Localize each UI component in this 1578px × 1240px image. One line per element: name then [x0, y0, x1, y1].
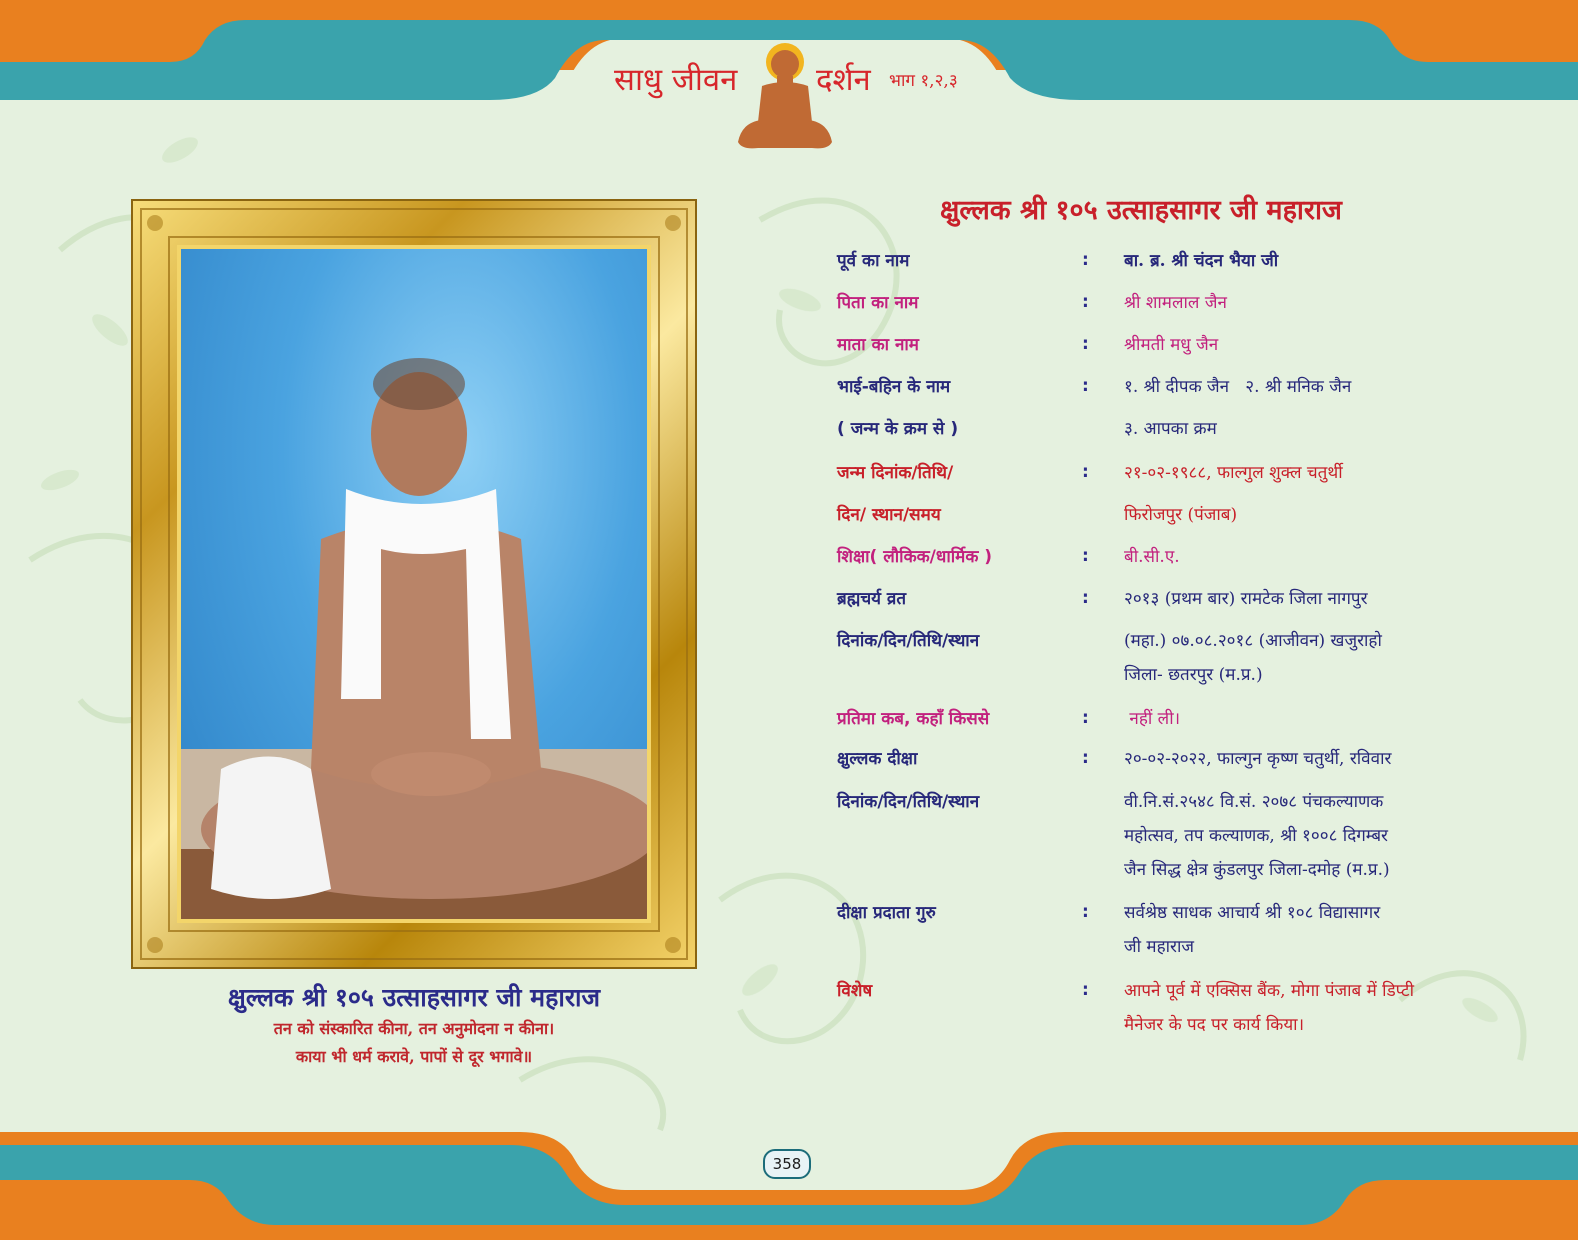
- label-birth-date: जन्म दिनांक/तिथि/: [837, 463, 954, 483]
- label-education: शिक्षा( लौकिक/धार्मिक ): [837, 547, 993, 567]
- label-diksha-details: दिनांक/दिन/तिथि/स्थान: [837, 792, 980, 812]
- label-father-name: पिता का नाम: [837, 293, 919, 313]
- label-kshullak-diksha: क्षुल्लक दीक्षा: [837, 749, 918, 769]
- value-special-line2: मैनेजर के पद पर कार्य किया।: [1124, 1015, 1305, 1035]
- value-brahmacharya: २०१३ (प्रथम बार) रामटेक जिला नागपुर: [1124, 589, 1368, 609]
- value-kshullak-diksha: २०-०२-२०२२, फाल्गुन कृष्ण चतुर्थी, रविवार: [1124, 749, 1392, 769]
- page-number: 358: [763, 1149, 811, 1179]
- colon: :: [1082, 748, 1089, 768]
- label-brahmacharya-details: दिनांक/दिन/तिथि/स्थान: [837, 631, 980, 651]
- label-former-name: पूर्व का नाम: [837, 251, 910, 271]
- main-title: क्षुल्लक श्री १०५ उत्साहसागर जी महाराज: [940, 195, 1342, 226]
- value-diksha-line1: वी.नि.सं.२५४८ वि.सं. २०७८ पंचकल्याणक: [1124, 792, 1384, 812]
- label-pratima: प्रतिमा कब, कहाँ किससे: [837, 709, 990, 729]
- header-title-suffix: भाग १,२,३: [889, 71, 958, 91]
- colon: :: [1082, 462, 1089, 482]
- label-special: विशेष: [837, 981, 873, 1001]
- colon: :: [1082, 708, 1089, 728]
- header-title-part2: दर्शन: [816, 62, 871, 98]
- colon: :: [1082, 334, 1089, 354]
- value-special-line1: आपने पूर्व में एक्सिस बैंक, मोगा पंजाब में डिप्टी: [1124, 981, 1414, 1001]
- value-diksha-guru-line2: जी महाराज: [1124, 937, 1194, 957]
- meditating-figure-icon: [732, 42, 838, 152]
- colon: :: [1082, 376, 1089, 396]
- value-diksha-guru-line1: सर्वश्रेष्ठ साधक आचार्य श्री १०८ विद्यासागर: [1124, 903, 1381, 923]
- value-mother-name: श्रीमती मधु जैन: [1124, 335, 1219, 355]
- photo-caption-line1: तन को संस्कारित कीना, तन अनुमोदना न कीना।: [273, 1019, 555, 1038]
- value-diksha-line2: महोत्सव, तप कल्याणक, श्री १००८ दिगम्बर: [1124, 826, 1388, 846]
- label-mother-name: माता का नाम: [837, 335, 919, 355]
- value-brahmacharya-line1: (महा.) ०७.०८.२०१८ (आजीवन) खजुराहो: [1124, 631, 1382, 651]
- label-birth-place: दिन/ स्थान/समय: [837, 505, 941, 525]
- value-birth-place: फिरोजपुर (पंजाब): [1124, 505, 1238, 525]
- value-siblings: १. श्री दीपक जैन २. श्री मनिक जैन: [1124, 377, 1352, 397]
- portrait-figure: [181, 249, 647, 919]
- value-former-name: बा. ब्र. श्री चंदन भैया जी: [1124, 251, 1279, 271]
- label-siblings: भाई-बहिन के नाम: [837, 377, 951, 397]
- colon: :: [1082, 546, 1089, 566]
- label-birth-order: ( जन्म के क्रम से ): [837, 419, 959, 439]
- photo-frame: [133, 201, 695, 967]
- value-birth-date: २१-०२-१९८८, फाल्गुल शुक्ल चतुर्थी: [1124, 463, 1343, 483]
- portrait-photo: [177, 245, 651, 923]
- colon: :: [1082, 588, 1089, 608]
- label-diksha-guru: दीक्षा प्रदाता गुरु: [837, 903, 936, 923]
- value-education: बी.सी.ए.: [1124, 547, 1180, 567]
- colon: :: [1082, 250, 1089, 270]
- label-brahmacharya: ब्रह्मचर्य व्रत: [837, 589, 907, 609]
- value-diksha-line3: जैन सिद्ध क्षेत्र कुंडलपुर जिला-दमोह (म.प्र.): [1124, 860, 1390, 880]
- value-birth-order: ३. आपका क्रम: [1124, 419, 1217, 439]
- colon: :: [1082, 980, 1089, 1000]
- value-father-name: श्री शामलाल जैन: [1124, 293, 1227, 313]
- photo-caption-title: क्षुल्लक श्री १०५ उत्साहसागर जी महाराज: [227, 983, 601, 1012]
- colon: :: [1082, 292, 1089, 312]
- header-title-part1: साधु जीवन: [614, 62, 738, 98]
- colon: :: [1082, 902, 1089, 922]
- value-pratima: नहीं ली।: [1124, 709, 1181, 729]
- photo-caption-line2: काया भी धर्म करावे, पापों से दूर भगावे॥: [295, 1047, 533, 1066]
- value-brahmacharya-line2: जिला- छतरपुर (म.प्र.): [1124, 665, 1263, 685]
